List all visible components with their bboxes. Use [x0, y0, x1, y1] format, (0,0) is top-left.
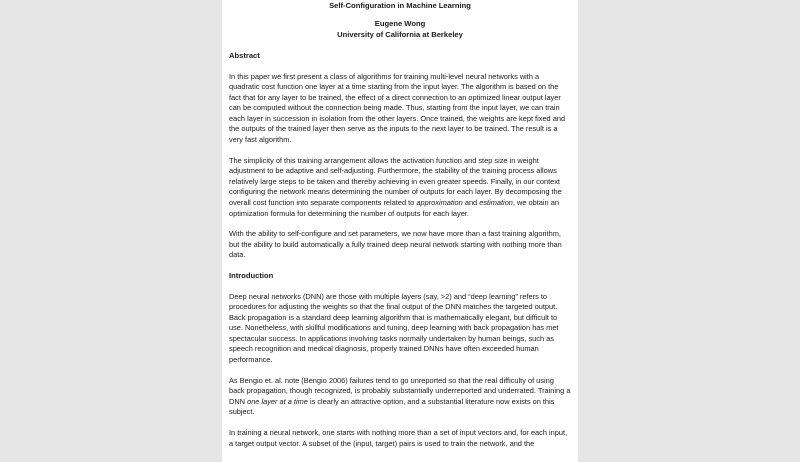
intro-p2-text-b: is clearly an attractive option, and a substantial literature now exists on this subject.: [229, 396, 555, 417]
abstract-p2-emphasis-estimation: estimation: [479, 198, 513, 208]
abstract-heading: Abstract: [229, 51, 260, 60]
intro-p2-emphasis: one layer at a time: [247, 396, 308, 406]
abstract-p2-text-b: and: [462, 198, 480, 208]
intro-paragraph-1: Deep neural networks (DNN) are those with multiple layers (say, >2) and “deep learning” refers to procedures for adjusting the weights so that the final output of the DNN matches the targeted output. Back propagation is a standard deep learning algorithm that is mathematically elegant, but difficult to use. Nonetheless, with skillful modifications and tuning, deep learning with back propagation has met spectacular success. In applications involving tasks normally undertaken by human beings, such as speech recognition and medical diagnosis, properly trained DNNs have often exceeded human performance.: [229, 291, 559, 365]
abstract-p2-text-c: , we obtain an optimization formula for determining the number of outputs for each layer.: [229, 198, 559, 218]
intro-paragraph-2: [229, 376, 571, 418]
intro-paragraph-3: In training a neural network, one starts with nothing more than a set of input vectors and, for each input, a target output vector. A subset of the (input, target) pairs is used to train the network, and the: [229, 428, 568, 448]
abstract-paragraph-1: In this paper we first present a class of algorithms for training multi-level neural networks with a quadratic cost function one layer at a time starting from the input layer. The algorithm is based on the fact that for any layer to be trained, the effect of a direct connection to an optimized linear output layer can be computed without the connection being made. Thus, starting from the input layer, we can train each layer in succession in isolation from the other layers. Once trained, the weights are kept fixed and the outputs of the trained layer then serve as the inputs to the next layer to be trained. The result is a very fast algorithm.: [229, 71, 566, 145]
abstract-p2-emphasis-approximation: approximation: [416, 198, 463, 208]
intro-p2-text-a: As Bengio et. al. note (Bengio 2006) failures tend to go unreported so that the real difficulty of using back propagation, though recognized, is probably substantially underreported and underrated. Training a DNN: [229, 375, 571, 406]
abstract-p2-text-a: The simplicity of this training arrangement allows the activation function and step size in weight adjustment to be adaptive and self-adjusting. Furthermore, the stability of the training process allows relatively large steps to be taken and thereby achieving in even greater speeds. Finally, in our context configuring the network means determining the number of outputs for each layer. By decomposing the overall cost function into separate components related to: [229, 155, 562, 208]
abstract-paragraph-3: With the ability to self-configure and set parameters, we now have more than a fast training algorithm, but the ability to build automatically a fully trained deep neural network starting with nothing more than data.: [229, 229, 562, 260]
author-name: Eugene Wong: [374, 19, 426, 28]
introduction-heading: Introduction: [229, 271, 274, 280]
document-page: [222, 0, 578, 462]
paper-title: Self-Configuration in Machine Learning: [329, 1, 471, 10]
abstract-paragraph-2: [229, 156, 571, 220]
author-affiliation: University of California at Berkeley: [337, 30, 463, 39]
